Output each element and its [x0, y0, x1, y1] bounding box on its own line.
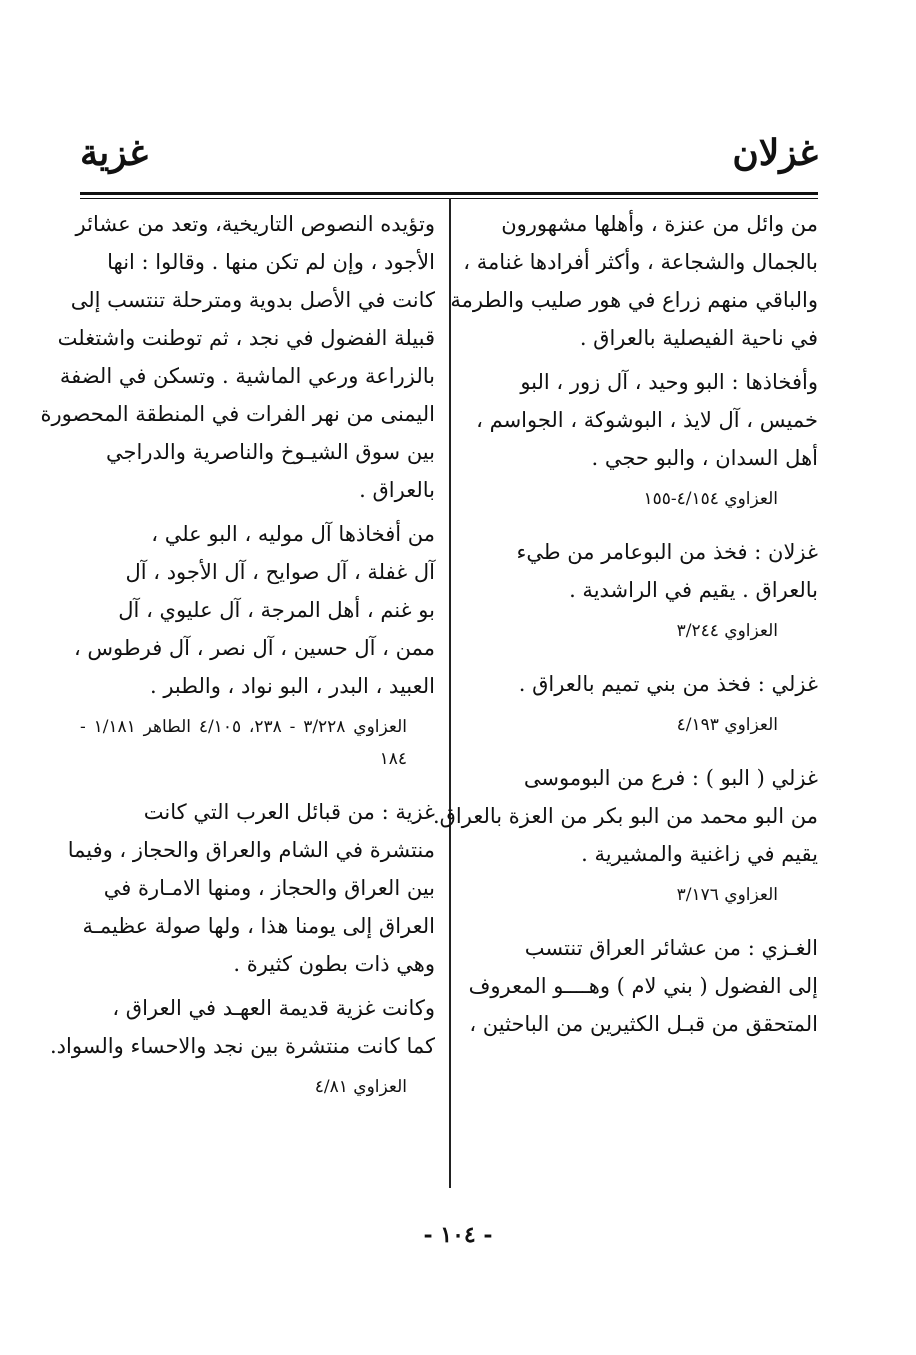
- text-line: أهل السدان ، والبو حجي .: [591, 446, 818, 470]
- text-line: الأجود ، وإن لم تكن منها . وقالوا : انها: [107, 250, 435, 274]
- page-number: - ١٠٤ -: [423, 1222, 493, 1248]
- text-line: بو غنم ، أهل المرجة ، آل عليوي ، آل: [118, 598, 435, 622]
- text-line: ممن ، آل حسين ، آل نصر ، آل فرطوس ،: [73, 636, 435, 660]
- text-line: غزلان : فخذ من البوعامر من طيء: [516, 540, 818, 564]
- text-line: من وائل من عنزة ، وأهلها مشهورون: [501, 212, 818, 236]
- text-line: بين سوق الشيـوخ والناصرية والدراجي: [106, 440, 435, 464]
- text-line: المتحقق من قبـل الكثيرين من الباحثين ،: [469, 1012, 818, 1036]
- text-line: العراق إلى يومنا هذا ، ولها صولة عظيمـة: [82, 914, 435, 938]
- text-line: منتشرة في الشام والعراق والحجاز ، وفيما: [67, 838, 435, 862]
- reference-citation: العزاوي ٣/٢٢٨ - ٢٣٨، ٤/١٠٥ الطاهر ١/١٨١ - ١٨٤: [80, 717, 407, 769]
- text-line: الغـزي : من عشائر العراق تنتسب: [524, 936, 818, 960]
- column-divider: [449, 198, 451, 1188]
- reference-citation: العزاوي ٤/٨١: [314, 1077, 407, 1097]
- text-line: بالعراق . يقيم في الراشدية .: [569, 578, 818, 602]
- reference-citation: العزاوي ٤/١٩٣: [676, 715, 778, 735]
- entry-paragraph: [67, 793, 435, 983]
- entry-paragraph: [49, 989, 435, 1065]
- entry-paragraph: [473, 665, 818, 703]
- right-column: [432, 205, 818, 1049]
- text-line: يقيم في زاغنية والمشيرية .: [581, 842, 818, 866]
- text-line: وأفخاذها : البو وحيد ، آل زور ، البو: [520, 370, 818, 394]
- text-line: كانت في الأصل بدوية ومترحلة تنتسب إلى: [70, 288, 435, 312]
- text-line: غزلي ( البو ) : فرع من البوموسى: [523, 766, 818, 790]
- text-line: في ناحية الفيصلية بالعراق .: [579, 326, 818, 350]
- text-line: وكانت غزية قديمة العهـد في العراق ،: [112, 996, 435, 1020]
- text-line: بالعراق .: [359, 478, 435, 502]
- text-line: آل غفلة ، آل صوايح ، آل الأجود ، آل: [125, 560, 435, 584]
- text-line: وهي ذات بطون كثيرة .: [233, 952, 435, 976]
- text-line: بالزراعة ورعي الماشية . وتسكن في الضفة: [59, 364, 435, 388]
- reference-citation: العزاوي ٣/١٧٦: [676, 885, 778, 905]
- running-header-right: غزلان: [732, 132, 818, 174]
- text-line: خميس ، آل لايذ ، البوشوكة ، الجواسم ،: [476, 408, 818, 432]
- entry-paragraph: [473, 363, 818, 477]
- text-line: قبيلة الفضول في نجد ، ثم توطنت واشتغلت: [57, 326, 435, 350]
- text-line: غزية : من قبائل العرب التي كانت: [143, 800, 435, 824]
- entry-paragraph: [473, 533, 818, 609]
- entry-paragraph: [468, 929, 818, 1043]
- entry-paragraph: [73, 515, 435, 705]
- entry-paragraph: [40, 205, 435, 509]
- entry-paragraph: [450, 205, 818, 357]
- text-line: من أفخاذها آل موليه ، البو علي ،: [151, 522, 435, 546]
- text-line: إلى الفضول ( بني لام ) وهــــو المعروف: [468, 974, 818, 998]
- text-line: كما كانت منتشرة بين نجد والاحساء والسواد.: [49, 1034, 435, 1058]
- text-line: بين العراق والحجاز ، ومنها الامـارة في: [103, 876, 435, 900]
- left-column: [40, 205, 435, 1121]
- entry-paragraph: [432, 759, 818, 873]
- reference-citation: العزاوي ٤/١٥٤-١٥٥: [643, 489, 778, 509]
- text-line: وتؤيده النصوص التاريخية، وتعد من عشائر: [75, 212, 435, 236]
- text-line: من البو محمد من البو بكر من العزة بالعراق.: [432, 804, 818, 828]
- text-line: اليمنى من نهر الفرات في المنطقة المحصورة: [40, 402, 435, 426]
- reference-citation: العزاوي ٣/٢٤٤: [676, 621, 778, 641]
- header-rule-thick: [80, 192, 818, 195]
- text-line: بالجمال والشجاعة ، وأكثر أفرادها غنامة ،: [463, 250, 818, 274]
- text-line: غزلي : فخذ من بني تميم بالعراق .: [518, 672, 818, 696]
- text-line: العبيد ، البدر ، البو نواد ، والطبر .: [149, 674, 435, 698]
- text-line: والباقي منهم زراع في هور صليب والطرمة: [450, 288, 818, 312]
- running-header-left: غزية: [80, 132, 149, 174]
